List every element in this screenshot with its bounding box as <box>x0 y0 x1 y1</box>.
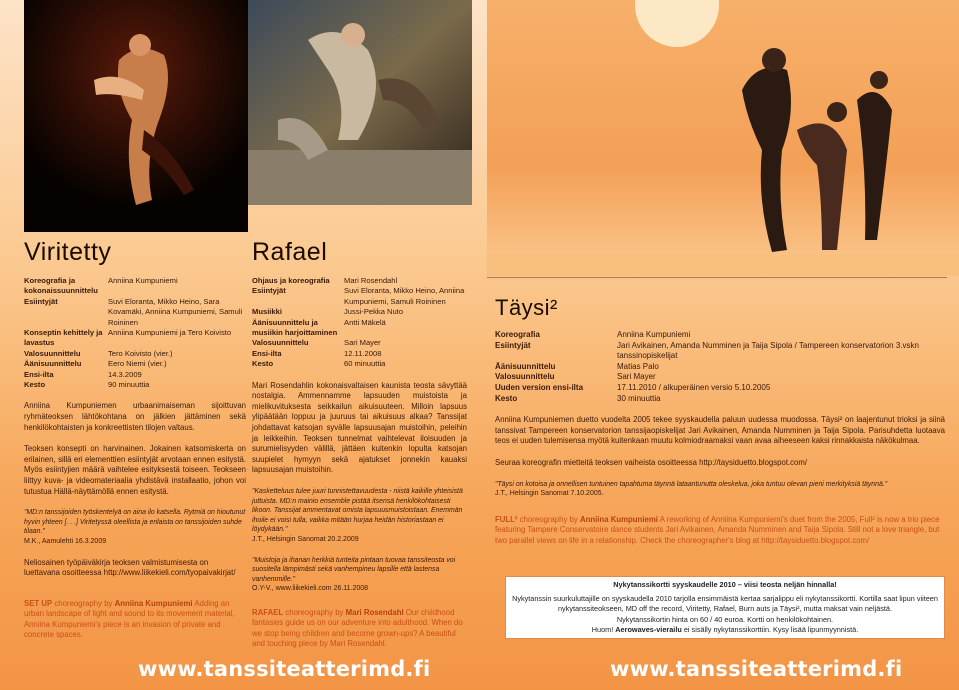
credit-row <box>252 359 467 369</box>
credit-label: Valosuunnittelu <box>252 338 309 348</box>
rafael-quote-1-source: J.T., Helsingin Sanomat 20.2.2009 <box>252 535 359 543</box>
rafael-intro: Mari Rosendahlin kokonaisvaltaisen kaunista teosta sävyttää nostalgia. Ammennamme lapsuuden muistoista ja mielikuvituksesta seikkailun aikuisuuteen. Milloin lapsuus ylipäätään loppuu ja juuruus tai aikuisuus alkaa? Tanssijat johdattavat katsojan syvälle lapsuusajan muistoihin, peleihin ja leikkeihin. Teoksen tunnelmat vaihtelevat iloisuuden ja surumielisyyden välillä, jättäen kuitenkin lopulta katsojan suupielet hymyyn sekä ajatukset jonnekin kauaksi lapsuusajan muistoihin. <box>252 380 467 475</box>
credit-label: Äänisuunnittelu ja musiikin harjoittaminen <box>252 317 338 338</box>
viritetty-intro: Anniina Kumpuniemen urbaanimaiseman sijoittuvan ryhmäteoksen lähtökohtana on jälkien jättäminen sekä henkilökohtaisten ja konkreettisten tilojen valtaus. <box>24 401 246 432</box>
offer-note-aerowaves: Aerowaves-vierailu <box>615 624 682 634</box>
credit-label: Esiintyjät <box>24 296 58 306</box>
credit-value: Anniina Kumpuniemi <box>617 330 691 339</box>
credit-label: Äänisuunnittelu <box>495 361 556 371</box>
credit-label: Äänisuunnittelu <box>24 359 82 369</box>
credit-label: Esiintyjät <box>495 340 531 350</box>
viritetty-english-by: choreography by <box>54 598 113 608</box>
credit-label: Kesto <box>495 393 518 403</box>
credit-row <box>495 394 945 405</box>
credit-value: Anniina Kumpuniemi ja Tero Koivisto <box>108 328 232 338</box>
credit-row <box>252 276 467 286</box>
credit-row <box>252 349 467 359</box>
credit-row <box>495 330 945 341</box>
credit-row <box>24 359 246 369</box>
rafael-english <box>252 608 467 650</box>
credit-value: 14.3.2009 <box>108 369 142 379</box>
taysi-divider <box>487 277 947 278</box>
credit-row <box>24 297 246 328</box>
credit-row <box>252 286 467 307</box>
viritetty-title: Viritetty <box>24 238 112 266</box>
credit-value: 30 minuuttia <box>617 393 661 403</box>
taysi-quote-source: J.T., Helsingin Sanomat 7.10.2005. <box>495 490 604 498</box>
rafael-english-name: Mari Rosendahl <box>345 607 404 617</box>
credit-value: Jari Avikainen, Amanda Numminen ja Taija Sipola / Tampereen konservatorion 3.vskn tanssinopiskelijat <box>617 340 919 361</box>
credit-value: Sari Mayer <box>344 338 381 348</box>
credit-label: Musiikki <box>252 307 282 317</box>
credit-label: Kesto <box>24 380 46 390</box>
taysi-english <box>495 515 945 546</box>
credit-label: Kesto <box>252 359 274 369</box>
season-card-offer-box <box>505 576 945 639</box>
taysi-title: Täysi² <box>495 295 558 320</box>
credit-row <box>24 370 246 380</box>
rafael-english-title: RAFAEL <box>252 607 284 617</box>
credit-value: 90 minuuttia <box>108 380 150 390</box>
credit-row <box>495 372 945 383</box>
offer-note-prefix: Huom! <box>591 624 614 634</box>
viritetty-column <box>24 238 246 640</box>
credit-row <box>495 362 945 373</box>
viritetty-english-title: SET UP <box>24 598 53 608</box>
credit-label: Konseptin kehittely ja lavastus <box>24 328 103 348</box>
credit-value: 17.11.2010 / alkuperäinen versio 5.10.2005 <box>617 382 771 392</box>
credit-row <box>24 276 246 297</box>
credit-label: Ensi-ilta <box>252 348 282 358</box>
credit-value: Mari Rosendahl <box>344 276 398 285</box>
credit-value: Eero Niemi (vier.) <box>108 359 167 369</box>
viritetty-english-text: Adding an urban landscape of light and sound to its movement material, Anniina Kumpuniemi's piece is an invasion of private and concrete spaces. <box>24 598 235 639</box>
taysi-credits <box>495 330 945 404</box>
offer-price: Nykytanssikortin hinta on 60 / 40 euroa. Kortti on henkilökohtainen. <box>616 614 834 624</box>
viritetty-english-name: Anniina Kumpuniemi <box>114 598 193 608</box>
rafael-quote-2: "Muistoja ja ihanan herkkiä tunteita pintaan tuovaa tanssiteosta voi suositella lämpimästi sekä vanhempineu lapsille että lastensa vanhemmille." <box>252 556 456 583</box>
credit-row <box>252 307 467 317</box>
viritetty-credits <box>24 276 246 390</box>
viritetty-photo <box>24 0 248 232</box>
taysi-intro: Anniina Kumpuniemen duetto vuodelta 2005 tekee syyskaudella paluun uudessa muodossa. Täysi² on laajentunut trioksi ja siinä tanssivat Tampereen konservatorion tanssijaopiskelijat Jari Avikainen, Amanda Numminen ja Taija Sipola. Parisuhdetta luotaava teos ei uuden tulemisensa myötä kuitenkaan muutu kolmiodraamaksi vaan avaa aiheeseen kaksi rinnakkaista näkökulmaa. <box>495 415 945 446</box>
credit-row <box>495 341 945 362</box>
viritetty-quote-source: M.K., Aamulehti 16.3.2009 <box>24 538 107 545</box>
credit-label: Valosuunnittelu <box>495 372 555 382</box>
website-link-left[interactable]: www.tanssiteatterimd.fi <box>138 657 431 681</box>
taysi-photo <box>487 0 959 276</box>
credit-value: Tero Koivisto (vier.) <box>108 348 173 358</box>
credit-label: Esiintyjät <box>252 286 286 296</box>
credit-label: Koreografia ja kokonaissuunnittelu <box>24 276 98 296</box>
credit-row <box>252 338 467 348</box>
viritetty-quote: "MD:n tanssijoiden työskentelyä on aina ilo katsella. Rytmiä on hioutunut hyvin yhteen [. . .] Viritetyssä oleellista ja erilaista on tanssijoiden suhde tilaan." <box>24 509 246 536</box>
credit-label: Uuden version ensi-ilta <box>495 382 584 392</box>
taysi-english-name: Anniina Kumpuniemi <box>579 514 658 524</box>
viritetty-english <box>24 599 246 641</box>
credit-label: Ohjaus ja koreografia <box>252 276 330 285</box>
rafael-photo <box>248 0 472 205</box>
credit-row <box>495 383 945 394</box>
credit-row <box>24 328 246 349</box>
credit-label: Valosuunnittelu <box>24 348 81 358</box>
rafael-quote-1: "Kasketteluus tulee juuri tunnistettavuudesta - niistä kaikille yhteisistä juttuista. MD:n mainio ensemble pistää itsensä henkilökohtaisesti likoon. Tanssijat ammentavat omista lapsuusmuistoistaan. Enemmän ihoile ei voisi tulla, vaikka mitään hurjaa heidän historiastaan ei löydykään." <box>252 488 463 534</box>
offer-text: Nykytanssin suurkuluttajille on syyskaudella 2010 tarjolla ensimmäistä kertaa sarjalippu eli nykytanssikortti. Kortilla saat lipun viiteen nykytanssiteokseen, MD off the record, Viritetty, Rafael, Burn auts ja Täysi², mutta maksat vain neljästä. <box>512 594 938 614</box>
credit-value: Suvi Eloranta, Mikko Heino, Sara Kovamäki, Anniina Kumpuniemi, Samuli Roininen <box>108 296 243 327</box>
viritetty-diary: Neliosainen työpäiväkirja teoksen valmistumisesta on luettavana osoitteessa http://www.liikekieli.com/tyopaivakirjat/ <box>24 557 236 578</box>
taysi-blog: Seuraa koreografin mietteitä teoksen vaiheista osoitteessa http://taysiduetto.blogspot.com/ <box>495 457 808 467</box>
taysi-quote: "Täysi on kotoisa ja onnellisen tuntuinen tapahtuma täynnä lataantunutta oleskelua, joka tuntuu olevan pieni merkityksiä täynnä." <box>495 480 888 488</box>
rafael-english-text: Our childhood fantasies guide us on our adventure into adulthood. When do we stop being children and become grown-ups? A beautiful and touching piece by Mari Rosendahl. <box>252 607 463 649</box>
credit-label: Koreografia <box>495 330 540 339</box>
credit-value: Suvi Eloranta, Mikko Heino, Anniina Kumpuniemi, Samuli Roininen <box>344 286 465 306</box>
credit-value: Matias Palo <box>617 361 659 371</box>
offer-note <box>512 625 938 635</box>
credit-value: Antti Mäkelä <box>344 317 386 327</box>
credit-row <box>24 380 246 390</box>
rafael-english-by: choreography by <box>285 607 344 617</box>
rafael-credits <box>252 276 467 370</box>
rafael-column <box>252 238 467 650</box>
offer-heading: Nykytanssikortti syyskaudelle 2010 – viisi teosta neljän hinnalla! <box>613 580 837 589</box>
rafael-title: Rafael <box>252 238 328 266</box>
website-link-right[interactable]: www.tanssiteatterimd.fi <box>610 657 903 681</box>
credit-value: Anniina Kumpuniemi <box>108 276 178 285</box>
viritetty-concept: Teoksen konsepti on harvinainen. Jokainen katsomiskerta on erilainen, sillä eri elementtien esiintyjät arvotaan ennen esitystä. Myös esiintyjien määrä vaihtelee esityksestä toiseen. Teokseen liittyy kuva- ja videomateriaalia yhdistävä installaatio, johon voi tutustua Hällä-näyttämöllä ennen esitystä. <box>24 444 246 496</box>
taysi-english-text: A reworking of Anniina Kumpuniemi's duet from the 2005, Full² is now a trio piece featuring Tampere Conservatoire dance students Jari Avikainen, Amanda Numminen and Taija Sipola. Still not a love triangle, but two parallel views on life in a relationship. Check the choreographer's blog at http://taysiduetto.blogspot.com/ <box>495 514 940 545</box>
offer-note-text: ei sisälly nykytanssikorttiin. Kysy lisää lipunmyynnistä. <box>683 624 859 634</box>
credit-value: 12.11.2008 <box>344 348 382 358</box>
credit-value: Sari Mayer <box>617 372 656 382</box>
taysi-english-by: choreography by <box>519 514 578 524</box>
credit-value: Jussi-Pekka Nuto <box>344 307 404 317</box>
taysi-english-title: FULL² <box>495 514 518 524</box>
rafael-quote-2-source: O.Y-V., www.liikekieli.com 26.11.2008 <box>252 585 369 593</box>
credit-label: Ensi-ilta <box>24 369 54 379</box>
credit-row <box>24 349 246 359</box>
credit-row <box>252 318 467 339</box>
taysi-column <box>495 295 945 546</box>
credit-value: 60 minuuttia <box>344 359 386 369</box>
